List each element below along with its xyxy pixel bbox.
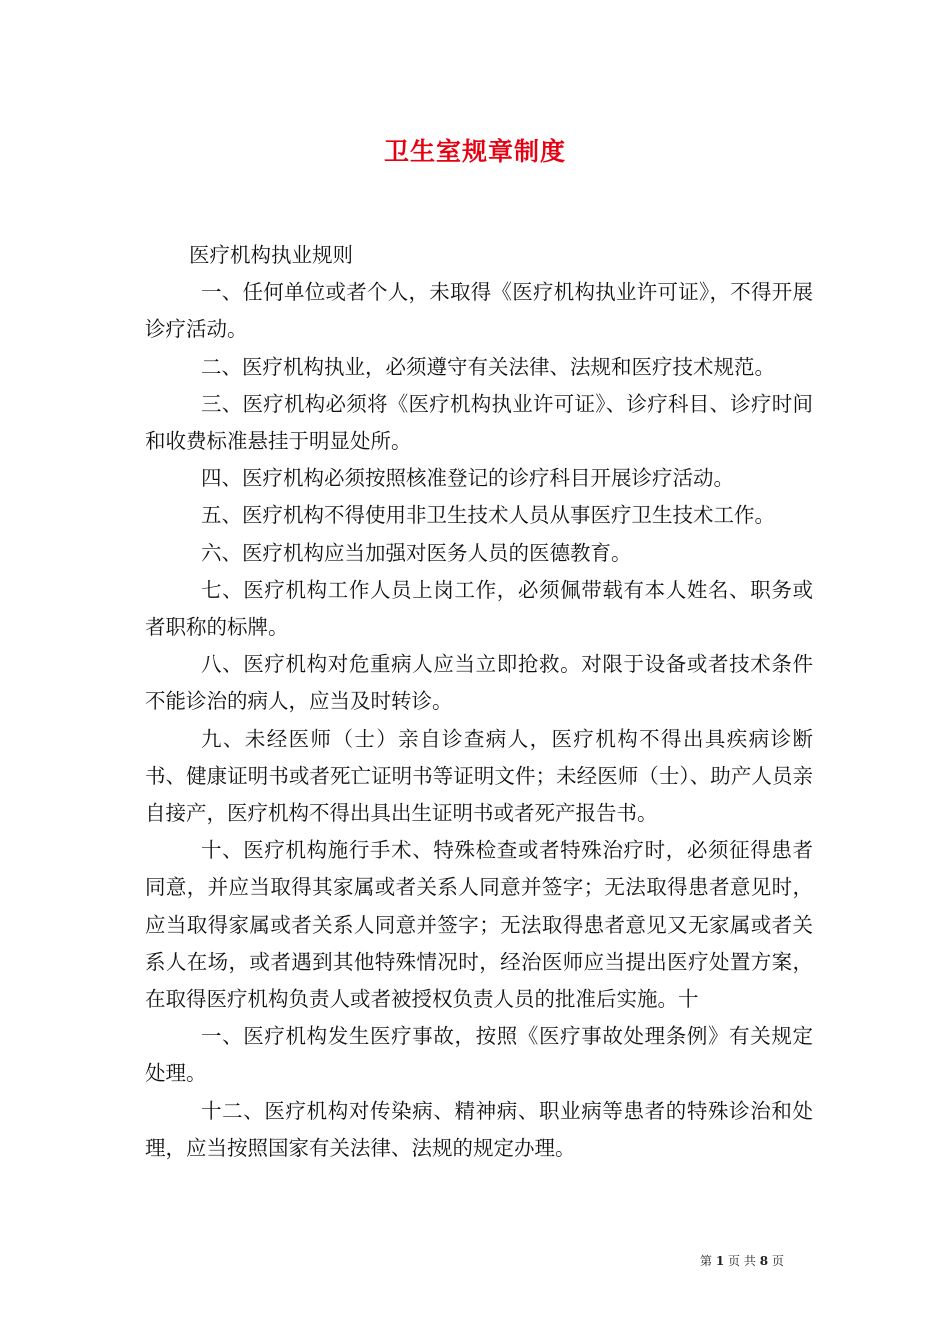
clause-9: 九、未经医师（士）亲自诊查病人，医疗机构不得出具疾病诊断书、健康证明书或者死亡证明书等证明文件；未经医师（士）、助产人员亲自接产，医疗机构不得出具出生证明书或者死产报告书。 [145, 726, 813, 826]
document-body [145, 237, 813, 1167]
section-heading: 医疗机构执业规则 [189, 243, 353, 267]
clause-1: 一、任何单位或者个人，未取得《医疗机构执业许可证》，不得开展诊疗活动。 [145, 280, 813, 342]
current-page-number: 1 [715, 1254, 725, 1268]
document-title: 卫生室规章制度 [383, 137, 566, 166]
clause-7: 七、医疗机构工作人员上岗工作，必须佩带载有本人姓名、职务或者职称的标牌。 [145, 577, 813, 640]
footer-suffix: 页 [771, 1254, 784, 1268]
footer-middle: 页 共 [728, 1254, 756, 1268]
clause-8: 八、医疗机构对危重病人应当立即抢救。对限于设备或者技术条件不能诊治的病人，应当及时转诊。 [145, 652, 813, 714]
clause-6: 六、医疗机构应当加强对医务人员的医德教育。 [201, 540, 632, 565]
clause-2: 二、医疗机构执业，必须遵守有关法律、法规和医疗技术规范。 [201, 354, 775, 379]
clause-12: 十二、医疗机构对传染病、精神病、职业病等患者的特殊诊治和处理，应当按照国家有关法律、法规的规定办理。 [145, 1098, 813, 1160]
clause-5: 五、医疗机构不得使用非卫生技术人员从事医疗卫生技术工作。 [201, 503, 775, 528]
clause-3: 三、医疗机构必须将《医疗机构执业许可证》、诊疗科目、诊疗时间和收费标准悬挂于明显处所。 [145, 391, 813, 454]
footer-prefix: 第 [700, 1254, 713, 1268]
clause-4: 四、医疗机构必须按照核准登记的诊疗科目开展诊疗活动。 [201, 466, 734, 491]
total-page-count: 8 [759, 1254, 769, 1268]
page-number-footer [700, 1252, 784, 1269]
clause-11: 一、医疗机构发生医疗事故，按照《医疗事故处理条例》有关规定处理。 [145, 1024, 813, 1086]
clause-10: 十、医疗机构施行手术、特殊检查或者特殊治疗时，必须征得患者同意，并应当取得其家属或者关系人同意并签字；无法取得患者意见时，应当取得家属或者关系人同意并签字；无法取得患者意见又无家属或者关系人在场，或者遇到其他特殊情况时，经治医师应当提出医疗处置方案，在取得医疗机构负责人或者被授权负责人员的批准后实施。十 [145, 838, 813, 1012]
